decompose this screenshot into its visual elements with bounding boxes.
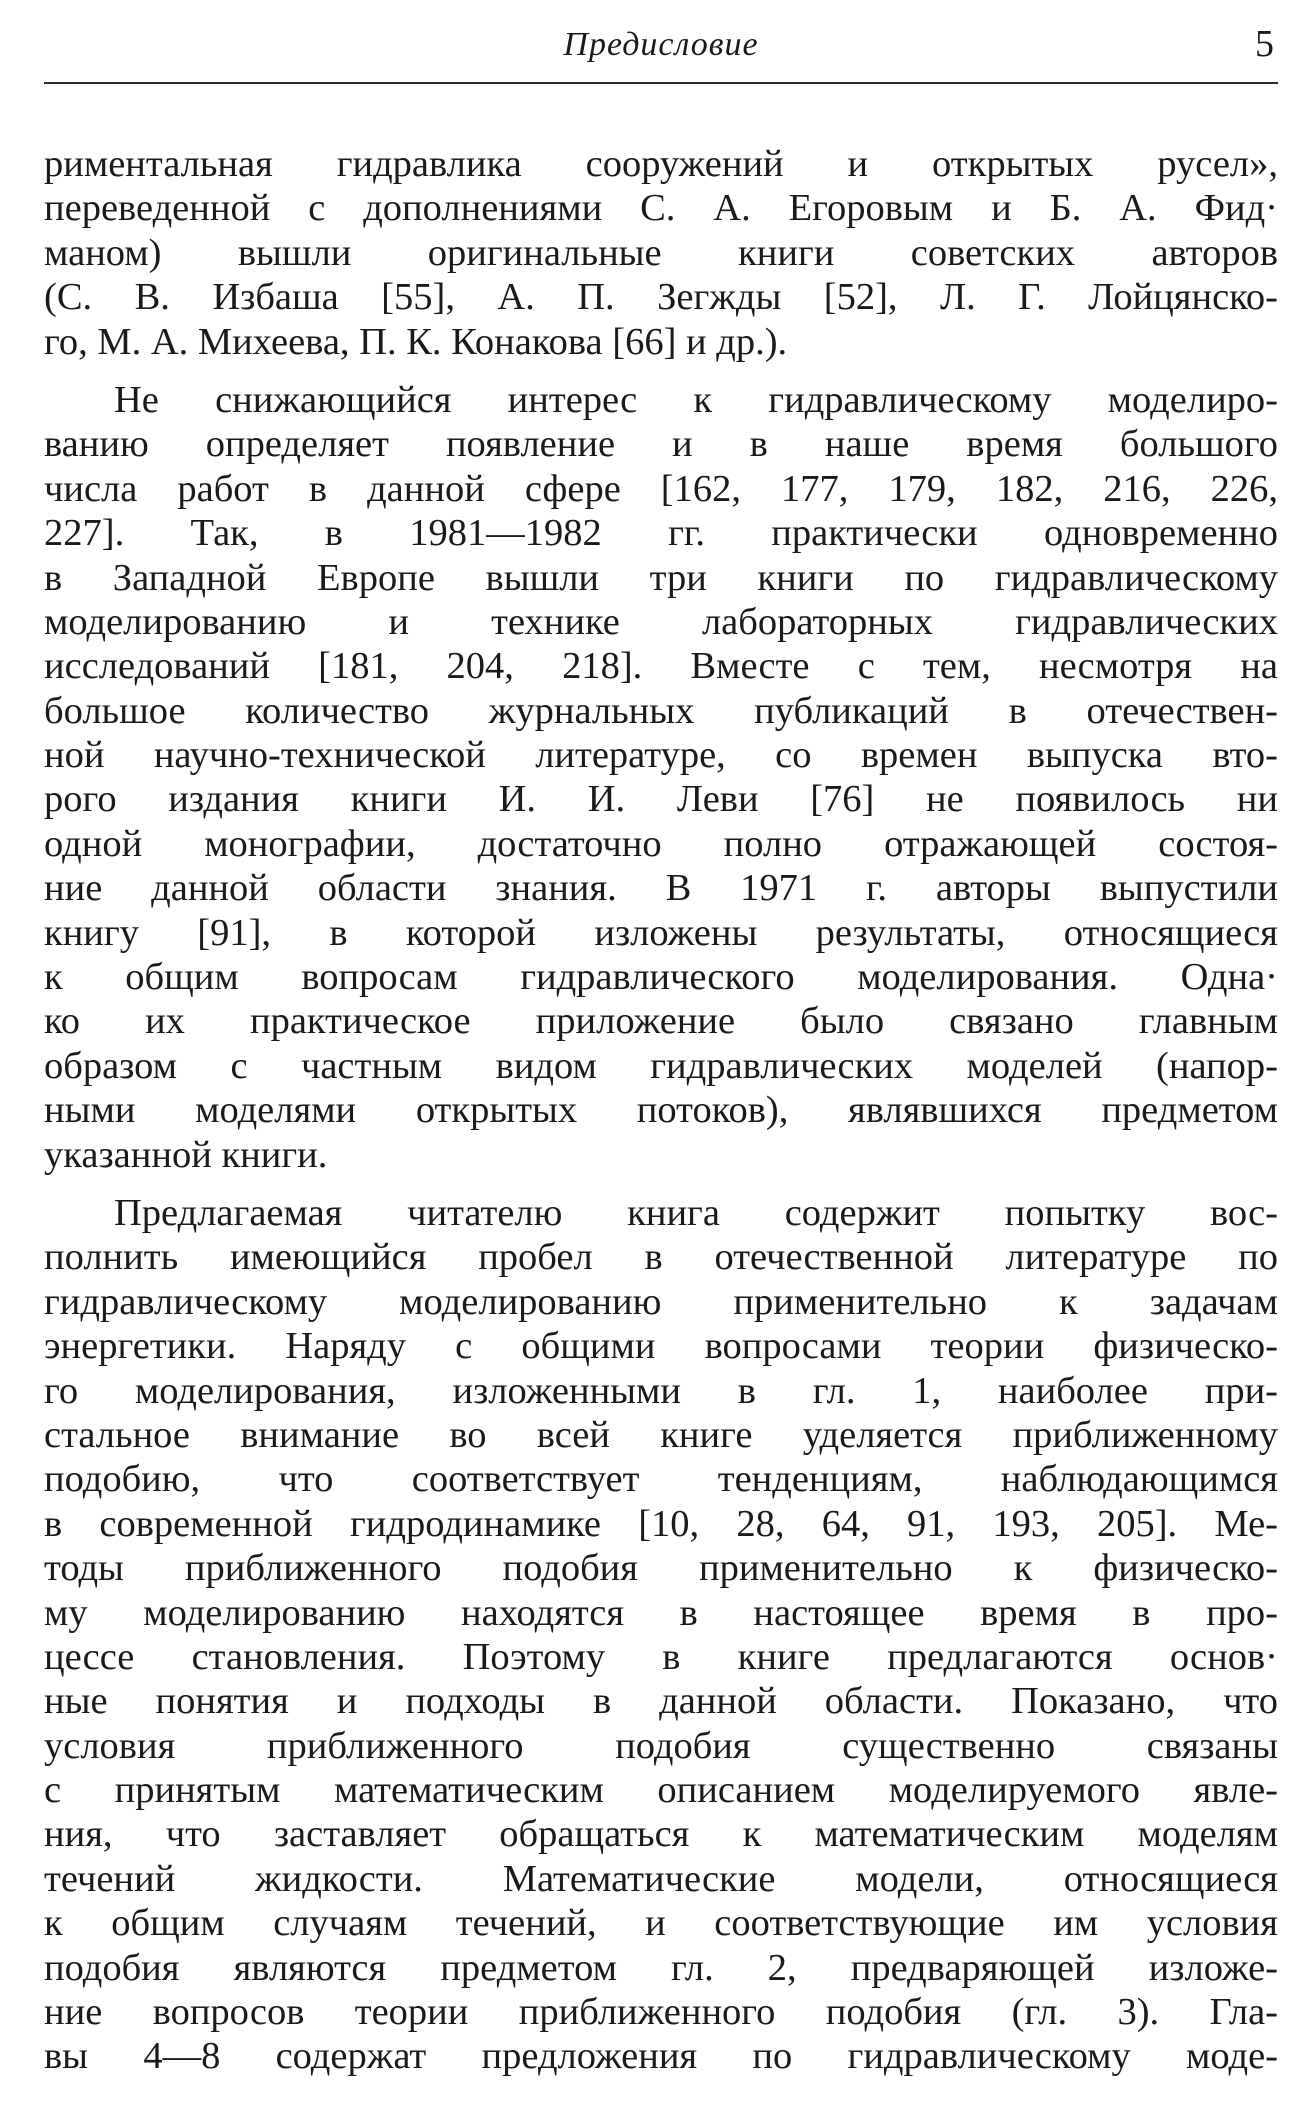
body-text [44, 142, 1278, 2079]
text-line: образом с частным видом гидравлических моделей (напор- [44, 1044, 1278, 1087]
text-line: исследований [181, 204, 218]. Вместе с тем, несмотря на [44, 645, 1278, 688]
text-line: ко их практическое приложение было связано главным [44, 1000, 1278, 1043]
paragraph-gap [44, 364, 1278, 378]
text-line: цессе становления. Поэтому в книге предлагаются основ· [44, 1635, 1278, 1678]
text-line: полнить имеющийся пробел в отечественной литературе по [44, 1236, 1278, 1279]
text-line: условия приближенного подобия существенно связаны [44, 1724, 1278, 1767]
text-line: риментальная гидравлика сооружений и открытых русел», [44, 143, 1278, 185]
text-line: подобию, что соответствует тенденциям, наблюдающимся [44, 1458, 1278, 1501]
text-line: книгу [91], в которой изложены результаты, относящиеся [44, 911, 1278, 954]
text-line: большое количество журнальных публикаций в отечествен- [44, 689, 1278, 732]
text-line: му моделированию находятся в настоящее время в про- [44, 1591, 1278, 1634]
paragraph [44, 142, 1278, 364]
text-line: Предлагаемая читателю книга содержит попытку вос- [114, 1191, 1278, 1234]
text-line: рого издания книги И. И. Леви [76] не появилось ни [44, 778, 1278, 821]
text-line: ние вопросов теории приближенного подобия (гл. 3). Гла- [44, 1991, 1278, 2034]
text-line: стальное внимание во всей книге уделяется приближенному [44, 1413, 1278, 1456]
text-line: одной монографии, достаточно полно отражающей состоя- [44, 822, 1278, 865]
text-line: указанной книги. [44, 1133, 328, 1176]
text-line: числа работ в данной сфере [162, 177, 179, 182, 216, 226, [44, 467, 1278, 510]
text-line: ной научно-технической литературе, со времен выпуска вто- [44, 734, 1278, 777]
text-line: течений жидкости. Математические модели, относящиеся [44, 1857, 1278, 1900]
text-line: ными моделями открытых потоков), являвшихся предметом [44, 1089, 1278, 1132]
text-line: переведенной с дополнениями С. А. Егоровым и Б. А. Фид· [44, 187, 1278, 230]
text-line: моделированию и технике лабораторных гидравлических [44, 600, 1278, 643]
text-line: с принятым математическим описанием моделируемого явле- [44, 1769, 1278, 1812]
text-line: тоды приближенного подобия применительно к физическо- [44, 1547, 1278, 1590]
paragraph-gap [44, 1177, 1278, 1191]
text-line: в современной гидродинамике [10, 28, 64, 91, 193, 205]. Ме- [44, 1502, 1278, 1545]
running-title: Предисловие [563, 26, 759, 63]
text-line: вы 4—8 содержат предложения по гидравлическому моде- [44, 2035, 1278, 2078]
page-number: 5 [1255, 23, 1274, 65]
text-line: го моделирования, изложенными в гл. 1, наиболее при- [44, 1369, 1278, 1412]
book-page [44, 0, 1278, 2079]
text-line: ние данной области знания. В 1971 г. авторы выпустили [44, 867, 1278, 910]
text-line: го, М. А. Михеева, П. К. Конакова [66] и др.). [44, 320, 788, 363]
text-line: ванию определяет появление и в наше время большого [44, 423, 1278, 466]
paragraph [44, 1191, 1278, 2079]
paragraph [44, 378, 1278, 1177]
text-line: ния, что заставляет обращаться к математическим моделям [44, 1813, 1278, 1856]
text-line: энергетики. Наряду с общими вопросами теории физическо- [44, 1325, 1278, 1368]
text-line: гидравлическому моделированию применительно к задачам [44, 1280, 1278, 1323]
running-header [44, 0, 1278, 84]
text-line: в Западной Европе вышли три книги по гидравлическому [44, 556, 1278, 599]
text-line: (С. В. Избаша [55], А. П. Зегжды [52], Л. Г. Лойцянско- [44, 276, 1278, 319]
text-line: ные понятия и подходы в данной области. Показано, что [44, 1680, 1278, 1723]
text-line: к общим случаям течений, и соответствующие им условия [44, 1902, 1278, 1945]
text-line: Не снижающийся интерес к гидравлическому моделиро- [114, 378, 1278, 421]
text-line: подобия являются предметом гл. 2, предваряющей изложе- [44, 1946, 1278, 1989]
text-line: 227]. Так, в 1981—1982 гг. практически одновременно [44, 512, 1278, 555]
text-line: маном) вышли оригинальные книги советских авторов [44, 231, 1278, 274]
text-line: к общим вопросам гидравлического моделирования. Одна· [44, 956, 1278, 999]
